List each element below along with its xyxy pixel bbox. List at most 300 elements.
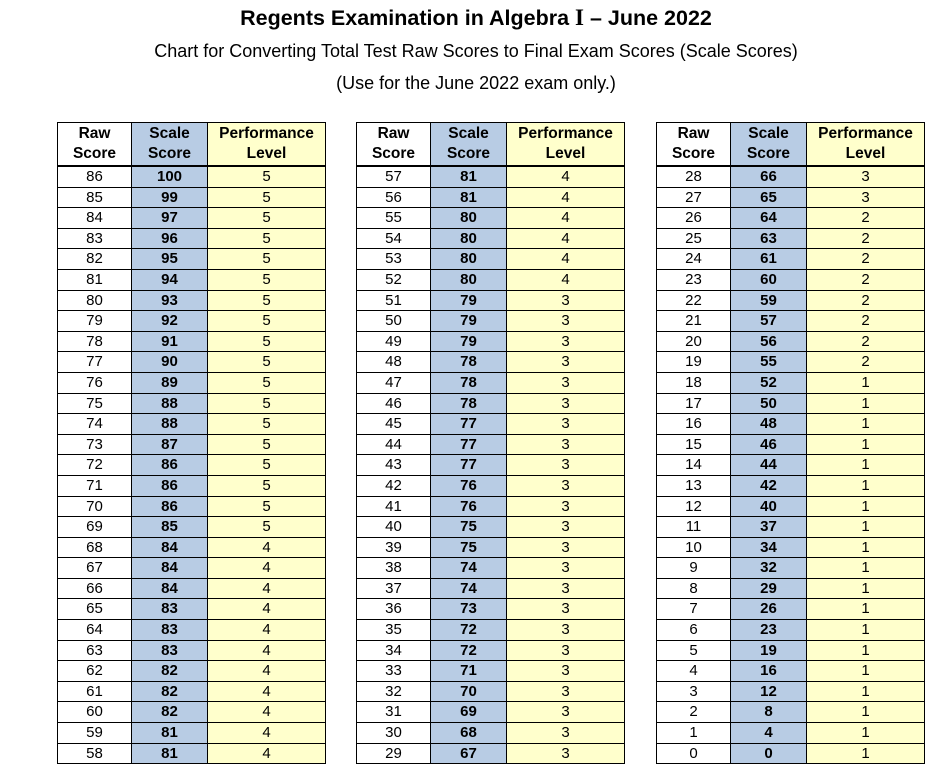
raw-score-cell: 70 xyxy=(58,496,132,517)
scale-score-cell: 42 xyxy=(731,475,807,496)
scale-score-cell: 97 xyxy=(132,208,208,229)
performance-level-cell: 1 xyxy=(807,702,925,723)
scale-score-header-line2: Score xyxy=(746,145,791,162)
scale-score-header xyxy=(431,123,507,167)
scale-score-cell: 70 xyxy=(431,681,507,702)
performance-level-cell: 5 xyxy=(208,166,326,187)
raw-score-cell: 34 xyxy=(357,640,431,661)
table-header-row xyxy=(357,123,625,167)
performance-level-cell: 2 xyxy=(807,269,925,290)
performance-level-header-line1: Performance xyxy=(818,125,913,142)
raw-score-cell: 16 xyxy=(657,414,731,435)
table-row xyxy=(58,414,326,435)
scale-score-cell: 74 xyxy=(431,578,507,599)
performance-level-cell: 2 xyxy=(807,311,925,332)
scale-score-cell: 96 xyxy=(132,228,208,249)
table-row xyxy=(58,311,326,332)
raw-score-cell: 4 xyxy=(657,661,731,682)
performance-level-cell: 4 xyxy=(208,743,326,764)
scale-score-cell: 4 xyxy=(731,723,807,744)
performance-level-cell: 4 xyxy=(208,723,326,744)
table-row xyxy=(357,187,625,208)
performance-level-cell: 2 xyxy=(807,249,925,270)
raw-score-cell: 25 xyxy=(657,228,731,249)
table-row xyxy=(58,496,326,517)
scale-score-cell: 74 xyxy=(431,558,507,579)
table-row xyxy=(357,290,625,311)
scale-score-cell: 87 xyxy=(132,434,208,455)
table-row xyxy=(657,208,925,229)
performance-level-cell: 2 xyxy=(807,290,925,311)
raw-score-cell: 30 xyxy=(357,723,431,744)
table-row xyxy=(58,517,326,538)
scale-score-cell: 79 xyxy=(431,331,507,352)
table-row xyxy=(58,743,326,764)
performance-level-cell: 4 xyxy=(507,166,625,187)
performance-level-cell: 4 xyxy=(208,537,326,558)
performance-level-cell: 3 xyxy=(507,434,625,455)
table-row xyxy=(357,475,625,496)
table-row xyxy=(357,249,625,270)
performance-level-cell: 1 xyxy=(807,620,925,641)
table-row xyxy=(357,578,625,599)
performance-level-cell: 3 xyxy=(507,393,625,414)
performance-level-cell: 4 xyxy=(208,640,326,661)
performance-level-cell: 5 xyxy=(208,249,326,270)
title-roman-numeral: I xyxy=(575,5,584,30)
performance-level-cell: 5 xyxy=(208,517,326,538)
scale-score-cell: 77 xyxy=(431,414,507,435)
table-row xyxy=(357,517,625,538)
scale-score-cell: 89 xyxy=(132,372,208,393)
scale-score-cell: 46 xyxy=(731,434,807,455)
raw-score-cell: 28 xyxy=(657,166,731,187)
performance-level-cell: 2 xyxy=(807,228,925,249)
scale-score-cell: 60 xyxy=(731,269,807,290)
scale-score-cell: 29 xyxy=(731,578,807,599)
raw-score-header-line1: Raw xyxy=(78,125,111,142)
table-body xyxy=(58,166,326,764)
scale-score-cell: 83 xyxy=(132,599,208,620)
table-row xyxy=(357,661,625,682)
scale-score-cell: 80 xyxy=(431,208,507,229)
raw-score-cell: 71 xyxy=(58,475,132,496)
raw-score-cell: 38 xyxy=(357,558,431,579)
performance-level-cell: 5 xyxy=(208,393,326,414)
table-row xyxy=(58,372,326,393)
table-row xyxy=(58,578,326,599)
raw-score-cell: 35 xyxy=(357,620,431,641)
performance-level-cell: 1 xyxy=(807,393,925,414)
table-row xyxy=(657,517,925,538)
table-row xyxy=(657,331,925,352)
raw-score-cell: 37 xyxy=(357,578,431,599)
table-row xyxy=(58,393,326,414)
table-row xyxy=(58,434,326,455)
raw-score-cell: 39 xyxy=(357,537,431,558)
performance-level-header xyxy=(807,123,925,167)
raw-score-cell: 48 xyxy=(357,352,431,373)
scale-score-cell: 91 xyxy=(132,331,208,352)
scale-score-cell: 88 xyxy=(132,414,208,435)
scale-score-cell: 79 xyxy=(431,290,507,311)
raw-score-cell: 20 xyxy=(657,331,731,352)
performance-level-header xyxy=(208,123,326,167)
performance-level-cell: 1 xyxy=(807,640,925,661)
raw-score-cell: 2 xyxy=(657,702,731,723)
performance-level-cell: 3 xyxy=(507,496,625,517)
performance-level-cell: 5 xyxy=(208,434,326,455)
table-row xyxy=(657,228,925,249)
performance-level-cell: 3 xyxy=(507,414,625,435)
table-row xyxy=(357,455,625,476)
performance-level-cell: 3 xyxy=(807,166,925,187)
raw-score-cell: 52 xyxy=(357,269,431,290)
performance-level-cell: 1 xyxy=(807,475,925,496)
raw-score-header-line1: Raw xyxy=(377,125,410,142)
scale-score-cell: 76 xyxy=(431,475,507,496)
raw-score-cell: 27 xyxy=(657,187,731,208)
raw-score-cell: 43 xyxy=(357,455,431,476)
raw-score-header xyxy=(58,123,132,167)
raw-score-cell: 9 xyxy=(657,558,731,579)
performance-level-cell: 1 xyxy=(807,743,925,764)
conversion-table-2 xyxy=(356,122,625,764)
scale-score-cell: 26 xyxy=(731,599,807,620)
table-row xyxy=(657,681,925,702)
table-row xyxy=(657,187,925,208)
scale-score-cell: 82 xyxy=(132,681,208,702)
table-row xyxy=(357,228,625,249)
performance-level-cell: 3 xyxy=(507,640,625,661)
title-text-after: – June 2022 xyxy=(583,6,712,30)
table-row xyxy=(657,434,925,455)
raw-score-cell: 60 xyxy=(58,702,132,723)
performance-level-cell: 4 xyxy=(507,249,625,270)
performance-level-cell: 1 xyxy=(807,517,925,538)
table-row xyxy=(58,455,326,476)
performance-level-cell: 3 xyxy=(507,331,625,352)
scale-score-cell: 72 xyxy=(431,620,507,641)
performance-level-cell: 4 xyxy=(208,702,326,723)
scale-score-cell: 80 xyxy=(431,269,507,290)
raw-score-cell: 36 xyxy=(357,599,431,620)
table-row xyxy=(58,187,326,208)
table-row xyxy=(657,599,925,620)
scale-score-cell: 75 xyxy=(431,537,507,558)
title-text-before: Regents Examination in Algebra xyxy=(240,6,576,30)
performance-level-cell: 3 xyxy=(507,620,625,641)
raw-score-cell: 23 xyxy=(657,269,731,290)
table-row xyxy=(657,249,925,270)
performance-level-cell: 2 xyxy=(807,331,925,352)
raw-score-cell: 51 xyxy=(357,290,431,311)
raw-score-cell: 40 xyxy=(357,517,431,538)
raw-score-cell: 84 xyxy=(58,208,132,229)
scale-score-cell: 12 xyxy=(731,681,807,702)
raw-score-cell: 76 xyxy=(58,372,132,393)
performance-level-cell: 3 xyxy=(507,743,625,764)
raw-score-cell: 14 xyxy=(657,455,731,476)
scale-score-cell: 23 xyxy=(731,620,807,641)
table-row xyxy=(357,208,625,229)
table-row xyxy=(58,331,326,352)
table-header-row xyxy=(657,123,925,167)
conversion-table-3 xyxy=(656,122,925,764)
raw-score-cell: 62 xyxy=(58,661,132,682)
raw-score-cell: 77 xyxy=(58,352,132,373)
table-row xyxy=(657,578,925,599)
scale-score-cell: 81 xyxy=(132,743,208,764)
scale-score-cell: 67 xyxy=(431,743,507,764)
table-row xyxy=(58,723,326,744)
performance-level-cell: 3 xyxy=(507,352,625,373)
table-row xyxy=(58,475,326,496)
table-row xyxy=(357,723,625,744)
scale-score-cell: 52 xyxy=(731,372,807,393)
raw-score-cell: 82 xyxy=(58,249,132,270)
performance-level-header-line2: Level xyxy=(246,145,287,162)
table-row xyxy=(657,558,925,579)
raw-score-cell: 66 xyxy=(58,578,132,599)
scale-score-cell: 100 xyxy=(132,166,208,187)
performance-level-header-line1: Performance xyxy=(518,125,613,142)
raw-score-cell: 11 xyxy=(657,517,731,538)
performance-level-cell: 5 xyxy=(208,455,326,476)
raw-score-cell: 3 xyxy=(657,681,731,702)
raw-score-cell: 44 xyxy=(357,434,431,455)
raw-score-cell: 67 xyxy=(58,558,132,579)
table-row xyxy=(357,681,625,702)
scale-score-cell: 80 xyxy=(431,249,507,270)
scale-score-cell: 50 xyxy=(731,393,807,414)
scale-score-cell: 55 xyxy=(731,352,807,373)
raw-score-cell: 50 xyxy=(357,311,431,332)
raw-score-cell: 53 xyxy=(357,249,431,270)
scale-score-cell: 71 xyxy=(431,661,507,682)
performance-level-header-line1: Performance xyxy=(219,125,314,142)
scale-score-cell: 81 xyxy=(132,723,208,744)
raw-score-header-line2: Score xyxy=(371,145,416,162)
table-body xyxy=(657,166,925,764)
scale-score-cell: 77 xyxy=(431,434,507,455)
performance-level-cell: 1 xyxy=(807,661,925,682)
raw-score-cell: 22 xyxy=(657,290,731,311)
raw-score-cell: 56 xyxy=(357,187,431,208)
usage-note: (Use for the June 2022 exam only.) xyxy=(336,73,616,93)
table-row xyxy=(657,702,925,723)
page-title xyxy=(0,5,952,31)
performance-level-cell: 1 xyxy=(807,434,925,455)
performance-level-cell: 4 xyxy=(507,187,625,208)
scale-score-header-line2: Score xyxy=(147,145,192,162)
raw-score-cell: 5 xyxy=(657,640,731,661)
raw-score-header-line2: Score xyxy=(671,145,716,162)
performance-level-cell: 4 xyxy=(507,269,625,290)
table-row xyxy=(657,723,925,744)
scale-score-cell: 84 xyxy=(132,558,208,579)
raw-score-cell: 68 xyxy=(58,537,132,558)
performance-level-cell: 5 xyxy=(208,475,326,496)
scale-score-cell: 8 xyxy=(731,702,807,723)
performance-level-cell: 1 xyxy=(807,496,925,517)
scale-score-header-line2: Score xyxy=(446,145,491,162)
table-row xyxy=(58,269,326,290)
performance-level-cell: 3 xyxy=(507,578,625,599)
scale-score-cell: 81 xyxy=(431,187,507,208)
page-subtitle: Chart for Converting Total Test Raw Scores to Final Exam Scores (Scale Scores) xyxy=(154,41,798,61)
table-row xyxy=(58,702,326,723)
raw-score-cell: 41 xyxy=(357,496,431,517)
table-row xyxy=(657,352,925,373)
scale-score-cell: 56 xyxy=(731,331,807,352)
raw-score-cell: 46 xyxy=(357,393,431,414)
table-row xyxy=(657,290,925,311)
table-row xyxy=(357,496,625,517)
raw-score-cell: 49 xyxy=(357,331,431,352)
scale-score-cell: 19 xyxy=(731,640,807,661)
scale-score-cell: 81 xyxy=(431,166,507,187)
performance-level-cell: 4 xyxy=(208,578,326,599)
performance-level-cell: 5 xyxy=(208,414,326,435)
scale-score-cell: 65 xyxy=(731,187,807,208)
scale-score-cell: 92 xyxy=(132,311,208,332)
performance-level-cell: 3 xyxy=(507,599,625,620)
scale-score-cell: 78 xyxy=(431,393,507,414)
scale-score-cell: 82 xyxy=(132,661,208,682)
performance-level-cell: 3 xyxy=(507,681,625,702)
table-row xyxy=(657,166,925,187)
raw-score-cell: 47 xyxy=(357,372,431,393)
scale-score-cell: 59 xyxy=(731,290,807,311)
scale-score-cell: 77 xyxy=(431,455,507,476)
performance-level-cell: 4 xyxy=(507,208,625,229)
performance-level-cell: 5 xyxy=(208,208,326,229)
scale-score-cell: 66 xyxy=(731,166,807,187)
table-row xyxy=(657,372,925,393)
raw-score-cell: 74 xyxy=(58,414,132,435)
raw-score-cell: 63 xyxy=(58,640,132,661)
performance-level-cell: 1 xyxy=(807,372,925,393)
table-row xyxy=(657,661,925,682)
table-row xyxy=(357,166,625,187)
scale-score-cell: 83 xyxy=(132,640,208,661)
scale-score-cell: 82 xyxy=(132,702,208,723)
table-row xyxy=(657,537,925,558)
performance-level-cell: 4 xyxy=(208,681,326,702)
scale-score-cell: 34 xyxy=(731,537,807,558)
table-row xyxy=(657,743,925,764)
raw-score-cell: 31 xyxy=(357,702,431,723)
scale-score-header-line1: Scale xyxy=(748,125,789,142)
table-row xyxy=(357,393,625,414)
table-row xyxy=(657,496,925,517)
raw-score-cell: 54 xyxy=(357,228,431,249)
scale-score-cell: 32 xyxy=(731,558,807,579)
scale-score-cell: 40 xyxy=(731,496,807,517)
scale-score-cell: 85 xyxy=(132,517,208,538)
raw-score-cell: 45 xyxy=(357,414,431,435)
scale-score-cell: 44 xyxy=(731,455,807,476)
performance-level-cell: 3 xyxy=(507,558,625,579)
table-row xyxy=(58,640,326,661)
performance-level-cell: 3 xyxy=(507,723,625,744)
table-row xyxy=(58,208,326,229)
performance-level-cell: 1 xyxy=(807,681,925,702)
raw-score-cell: 0 xyxy=(657,743,731,764)
raw-score-header xyxy=(357,123,431,167)
raw-score-cell: 59 xyxy=(58,723,132,744)
table-row xyxy=(657,393,925,414)
table-row xyxy=(58,681,326,702)
performance-level-cell: 5 xyxy=(208,372,326,393)
performance-level-cell: 3 xyxy=(507,702,625,723)
scale-score-cell: 72 xyxy=(431,640,507,661)
scale-score-header-line1: Scale xyxy=(149,125,190,142)
raw-score-cell: 15 xyxy=(657,434,731,455)
scale-score-cell: 99 xyxy=(132,187,208,208)
raw-score-header-line1: Raw xyxy=(677,125,710,142)
performance-level-header-line2: Level xyxy=(845,145,886,162)
performance-level-header xyxy=(507,123,625,167)
table-row xyxy=(58,352,326,373)
raw-score-header-line2: Score xyxy=(72,145,117,162)
scale-score-cell: 86 xyxy=(132,475,208,496)
table-row xyxy=(58,661,326,682)
performance-level-cell: 3 xyxy=(507,475,625,496)
performance-level-cell: 1 xyxy=(807,455,925,476)
table-row xyxy=(58,558,326,579)
table-row xyxy=(657,640,925,661)
raw-score-cell: 73 xyxy=(58,434,132,455)
scale-score-cell: 80 xyxy=(431,228,507,249)
table-row xyxy=(657,311,925,332)
scale-score-header xyxy=(731,123,807,167)
performance-level-cell: 4 xyxy=(208,599,326,620)
scale-score-cell: 69 xyxy=(431,702,507,723)
performance-level-cell: 3 xyxy=(507,661,625,682)
scale-score-cell: 68 xyxy=(431,723,507,744)
scale-score-cell: 79 xyxy=(431,311,507,332)
raw-score-cell: 8 xyxy=(657,578,731,599)
table-row xyxy=(58,290,326,311)
performance-level-cell: 5 xyxy=(208,290,326,311)
performance-level-cell: 1 xyxy=(807,414,925,435)
performance-level-cell: 3 xyxy=(807,187,925,208)
table-row xyxy=(357,620,625,641)
performance-level-cell: 4 xyxy=(208,620,326,641)
table-row xyxy=(657,414,925,435)
scale-score-header xyxy=(132,123,208,167)
raw-score-cell: 26 xyxy=(657,208,731,229)
performance-level-cell: 3 xyxy=(507,517,625,538)
performance-level-cell: 3 xyxy=(507,290,625,311)
table-row xyxy=(58,166,326,187)
raw-score-cell: 33 xyxy=(357,661,431,682)
table-row xyxy=(357,434,625,455)
scale-score-cell: 95 xyxy=(132,249,208,270)
table-row xyxy=(58,249,326,270)
scale-score-cell: 93 xyxy=(132,290,208,311)
table-body xyxy=(357,166,625,764)
scale-score-cell: 48 xyxy=(731,414,807,435)
scale-score-cell: 75 xyxy=(431,517,507,538)
scale-score-cell: 16 xyxy=(731,661,807,682)
performance-level-cell: 3 xyxy=(507,537,625,558)
scale-score-cell: 84 xyxy=(132,537,208,558)
scale-score-cell: 88 xyxy=(132,393,208,414)
scale-score-cell: 63 xyxy=(731,228,807,249)
